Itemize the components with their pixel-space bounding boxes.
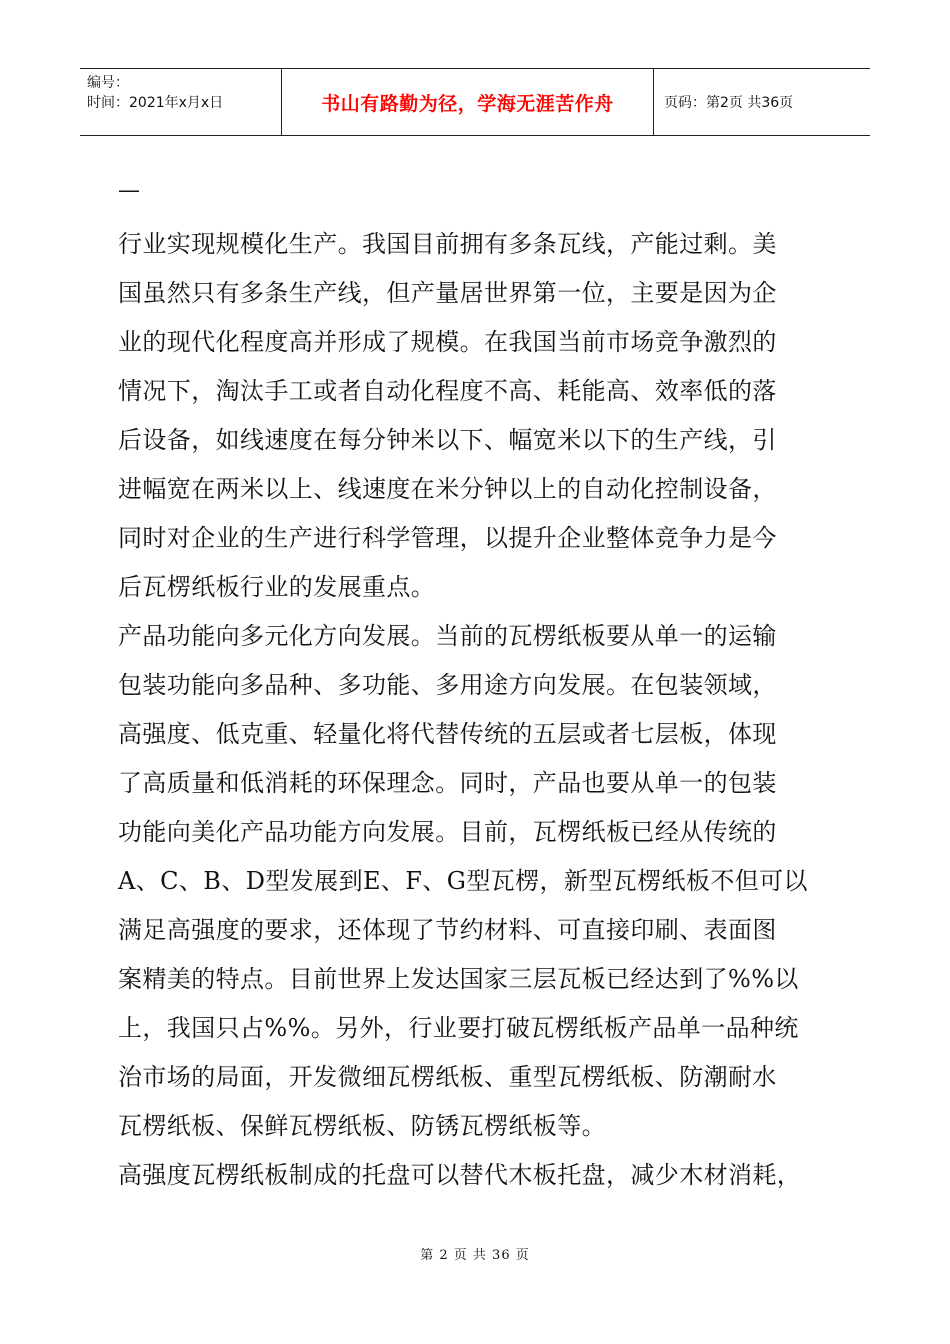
page-footer xyxy=(0,1244,950,1263)
header-motto-cell xyxy=(282,69,654,135)
body-line: A、C、B、D型发展到E、F、G型瓦楞，新型瓦楞纸板不但可以 xyxy=(118,867,808,895)
body-line: 后设备，如线速度在每分钟米以下、幅宽米以下的生产线，引 xyxy=(118,426,777,454)
body-line: 满足高强度的要求，还体现了节约材料、可直接印刷、表面图 xyxy=(118,916,777,944)
header-motto: 书山有路勤为径，学海无涯苦作舟 xyxy=(321,92,614,115)
header-page-cell xyxy=(654,69,870,135)
body-line: 高强度、低克重、轻量化将代替传统的五层或者七层板，体现 xyxy=(118,720,777,748)
body-line: 治市场的局面，开发微细瓦楞纸板、重型瓦楞纸板、防潮耐水 xyxy=(118,1063,777,1091)
document-number-label: 编号： xyxy=(87,75,129,91)
body-line: 同时对企业的生产进行科学管理，以提升企业整体竞争力是今 xyxy=(118,524,777,552)
body-line: 国虽然只有多条生产线，但产量居世界第一位，主要是因为企 xyxy=(118,279,777,307)
page-header xyxy=(80,68,870,136)
leading-dash: — xyxy=(118,178,140,203)
header-meta-cell xyxy=(80,69,282,135)
body-line: 后瓦楞纸板行业的发展重点。 xyxy=(118,573,436,601)
body-line: 功能向美化产品功能方向发展。目前，瓦楞纸板已经从传统的 xyxy=(118,818,777,846)
body-line: 业的现代化程度高并形成了规模。在我国当前市场竞争激烈的 xyxy=(118,328,777,356)
body-line: 瓦楞纸板、保鲜瓦楞纸板、防锈瓦楞纸板等。 xyxy=(118,1112,606,1140)
footer-page-number: 第 2 页 共 36 页 xyxy=(420,1248,530,1263)
body-line: 产品功能向多元化方向发展。当前的瓦楞纸板要从单一的运输 xyxy=(118,622,777,650)
body-line: 进幅宽在两米以上、线速度在米分钟以上的自动化控制设备， xyxy=(118,475,777,503)
header-page-info: 页码：第2页 共36页 xyxy=(664,95,794,111)
document-body xyxy=(118,220,838,1200)
document-time-label: 时间：2021年x月x日 xyxy=(87,95,224,111)
body-line: 高强度瓦楞纸板制成的托盘可以替代木板托盘，减少木材消耗， xyxy=(118,1161,802,1189)
body-line: 上，我国只占%%。另外，行业要打破瓦楞纸板产品单一品种统 xyxy=(118,1014,799,1042)
body-line: 情况下，淘汰手工或者自动化程度不高、耗能高、效率低的落 xyxy=(118,377,777,405)
body-line: 了高质量和低消耗的环保理念。同时，产品也要从单一的包装 xyxy=(118,769,777,797)
body-line: 包装功能向多品种、多功能、多用途方向发展。在包装领域， xyxy=(118,671,777,699)
body-line: 行业实现规模化生产。我国目前拥有多条瓦线，产能过剩。美 xyxy=(118,230,777,258)
body-line: 案精美的特点。目前世界上发达国家三层瓦板已经达到了%%以 xyxy=(118,965,799,993)
